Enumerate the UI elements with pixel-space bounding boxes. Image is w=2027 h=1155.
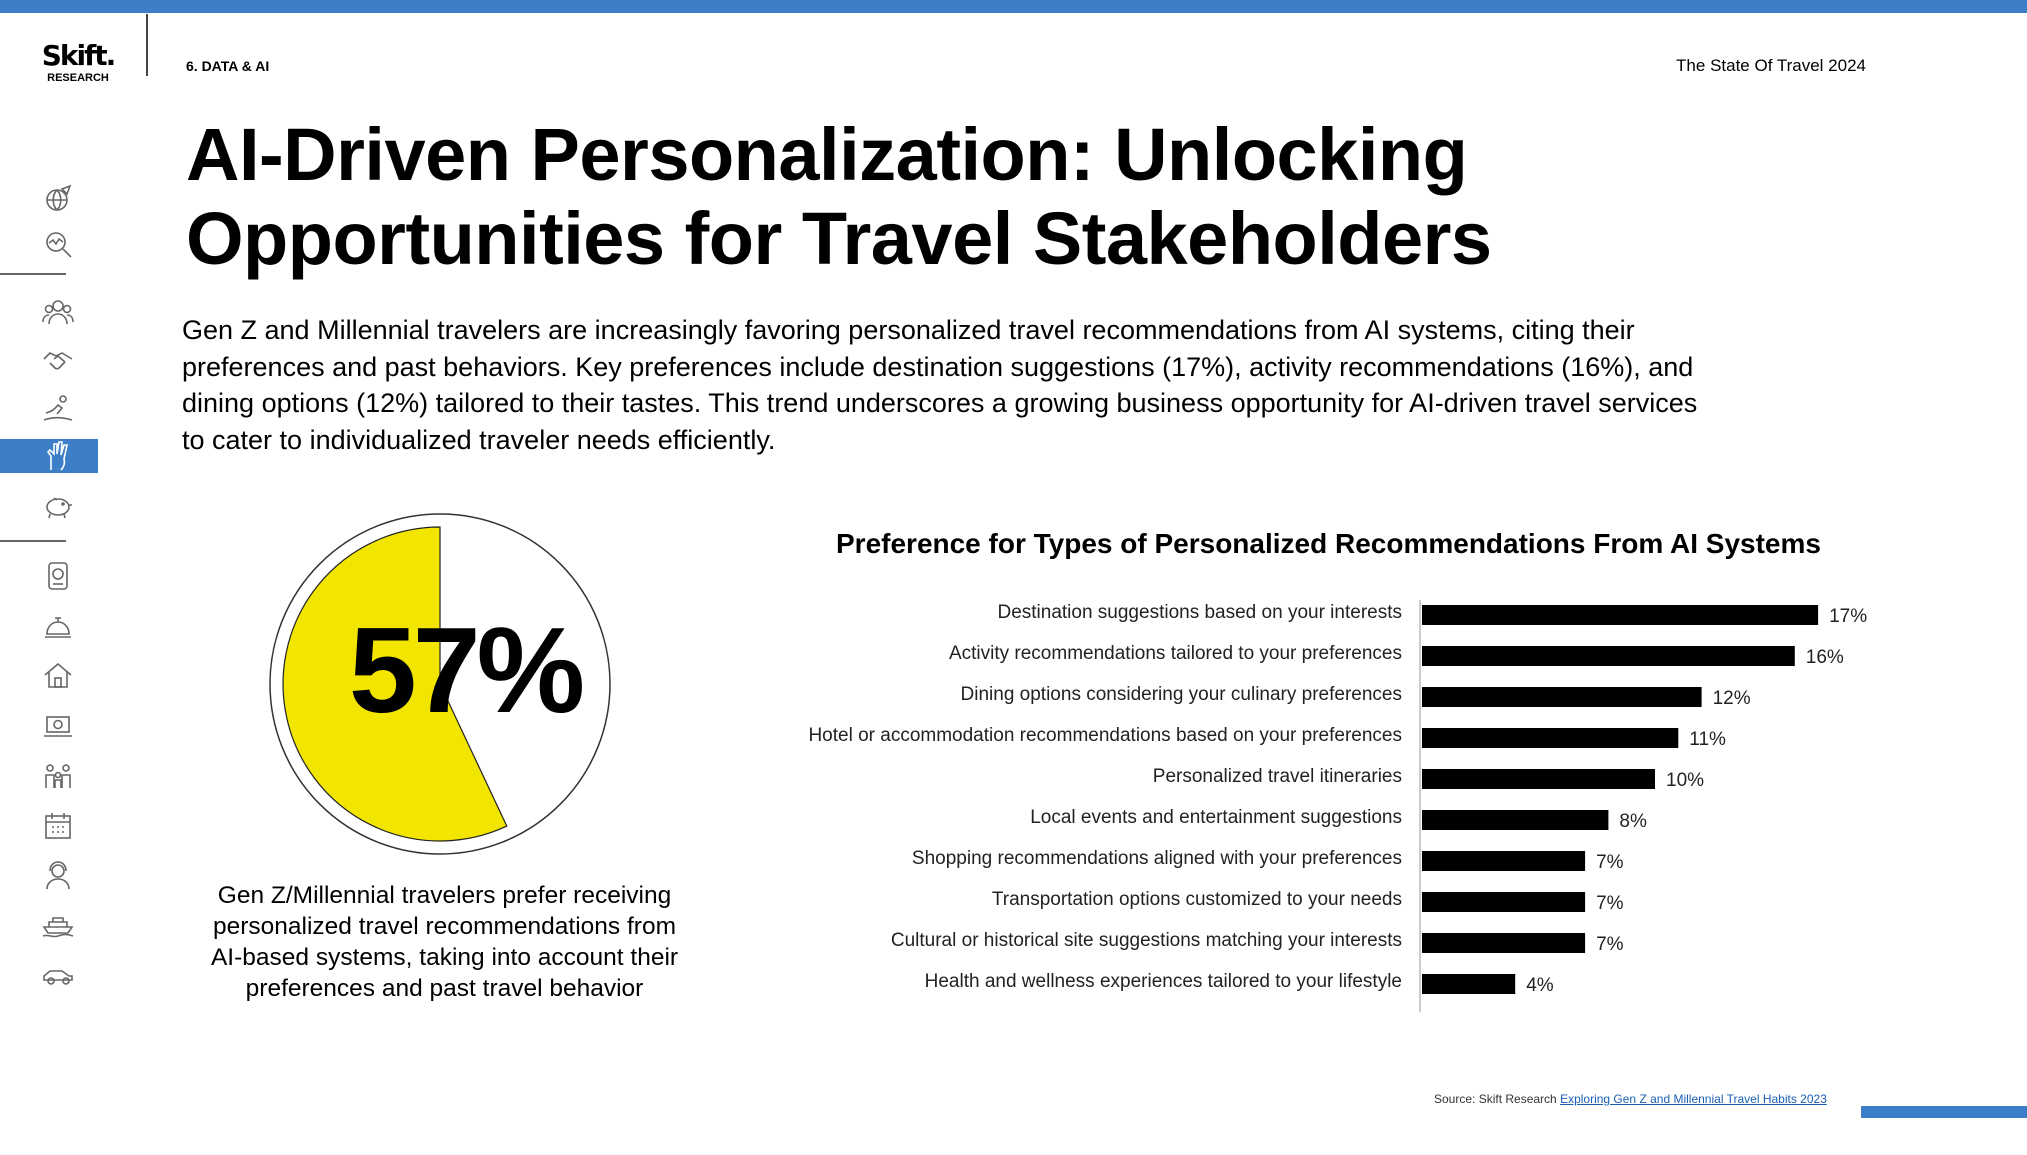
bar-category-label: Personalized travel itineraries [1152, 766, 1402, 787]
sidebar-separator [0, 273, 66, 275]
bottom-accent-bar [1861, 1106, 2027, 1118]
page-title-line: Opportunities for Travel Stakeholders [186, 197, 1492, 280]
globe-plane-icon[interactable] [42, 183, 74, 215]
calendar-icon[interactable] [42, 810, 74, 842]
bar [1422, 728, 1678, 748]
bar [1422, 933, 1585, 953]
bar-value-label: 7% [1596, 934, 1624, 955]
bar-category-label: Transportation options customized to your needs [991, 889, 1402, 910]
bar [1422, 769, 1655, 789]
header-divider [146, 14, 148, 76]
stat-caption-line: AI-based systems, taking into account their [210, 944, 679, 971]
intro-line: dining options (12%) tailored to their tastes. This trend underscores a growing business opportunity for AI-driven travel services [182, 388, 1698, 418]
bar [1422, 851, 1585, 871]
bar-category-label: Local events and entertainment suggestions [1030, 807, 1402, 828]
bar [1422, 810, 1608, 830]
stat-caption [182, 880, 707, 1004]
intro-paragraph [182, 312, 1862, 458]
stat-caption-line: personalized travel recommendations from [213, 913, 676, 940]
report-title: The State Of Travel 2024 [1676, 56, 1866, 75]
source-prefix: Source: Skift Research [1434, 1092, 1561, 1106]
bar-category-label: Health and wellness experiences tailored to your lifestyle [924, 971, 1402, 992]
passport-icon[interactable] [42, 560, 74, 592]
money-laptop-icon[interactable] [42, 710, 74, 742]
bar-value-label: 7% [1596, 852, 1624, 873]
stat-caption-line: Gen Z/Millennial travelers prefer receiving [217, 882, 672, 909]
logo-subtitle: RESEARCH [47, 72, 109, 84]
bar-category-label: Cultural or historical site suggestions matching your interests [890, 930, 1402, 951]
bar-value-label: 7% [1596, 893, 1624, 914]
section-label: 6. DATA & AI [186, 58, 270, 74]
stat-caption-line: preferences and past travel behavior [245, 975, 644, 1002]
bar [1422, 974, 1515, 994]
traveler-icon[interactable] [42, 393, 74, 425]
intro-line: preferences and past behaviors. Key preferences include destination suggestions (17%), activity recommendations (16%), and [182, 351, 1694, 382]
bar-chart [700, 600, 1868, 1020]
top-accent-bar [0, 0, 2027, 13]
logo-wordmark: Skift. [41, 39, 115, 72]
bar-value-label: 12% [1712, 688, 1751, 709]
car-icon[interactable] [42, 958, 74, 990]
agent-icon[interactable] [42, 859, 74, 891]
chart-title: Preference for Types of Personalized Recommendations From AI Systems [836, 528, 1821, 559]
bar [1422, 646, 1795, 666]
bar-category-label: Destination suggestions based on your interests [997, 602, 1402, 623]
bar-value-label: 17% [1829, 606, 1868, 627]
bar-value-label: 8% [1619, 811, 1647, 832]
bar-value-label: 11% [1689, 729, 1726, 750]
bar-category-label: Dining options considering your culinary preferences [960, 684, 1402, 705]
bar-category-label: Shopping recommendations aligned with your preferences [911, 848, 1402, 869]
family-icon[interactable] [42, 760, 74, 792]
intro-line: Gen Z and Millennial travelers are increasingly favoring personalized travel recommendations from AI systems, citing their [182, 315, 1635, 345]
piggy-bank-icon[interactable] [42, 490, 74, 522]
bar [1422, 605, 1818, 625]
bar-value-label: 16% [1805, 647, 1844, 668]
page-title-line: AI-Driven Personalization: Unlocking [186, 113, 1468, 196]
bar [1422, 892, 1585, 912]
bar-value-label: 4% [1526, 975, 1554, 996]
source-link[interactable]: Exploring Gen Z and Millennial Travel Habits 2023 [1560, 1092, 1827, 1106]
service-bell-icon[interactable] [42, 610, 74, 642]
skift-logo[interactable] [38, 39, 118, 84]
stat-value: 57% [348, 602, 582, 738]
intro-line: to cater to individualized traveler needs efficiently. [182, 424, 776, 455]
people-group-icon[interactable] [42, 296, 74, 328]
sidebar-separator [0, 540, 66, 542]
bar-category-label: Hotel or accommodation recommendations based on your preferences [808, 725, 1402, 746]
house-icon[interactable] [42, 659, 74, 691]
handshake-icon[interactable] [42, 345, 74, 377]
page-title [186, 113, 1786, 281]
bar-category-label: Activity recommendations tailored to your preferences [948, 643, 1402, 664]
cruise-ship-icon[interactable] [42, 907, 74, 939]
source-note [1434, 1092, 1827, 1106]
bar [1422, 687, 1702, 707]
chart-search-icon[interactable] [42, 228, 74, 260]
bar-value-label: 10% [1666, 770, 1705, 791]
ai-hand-icon[interactable] [42, 440, 74, 472]
